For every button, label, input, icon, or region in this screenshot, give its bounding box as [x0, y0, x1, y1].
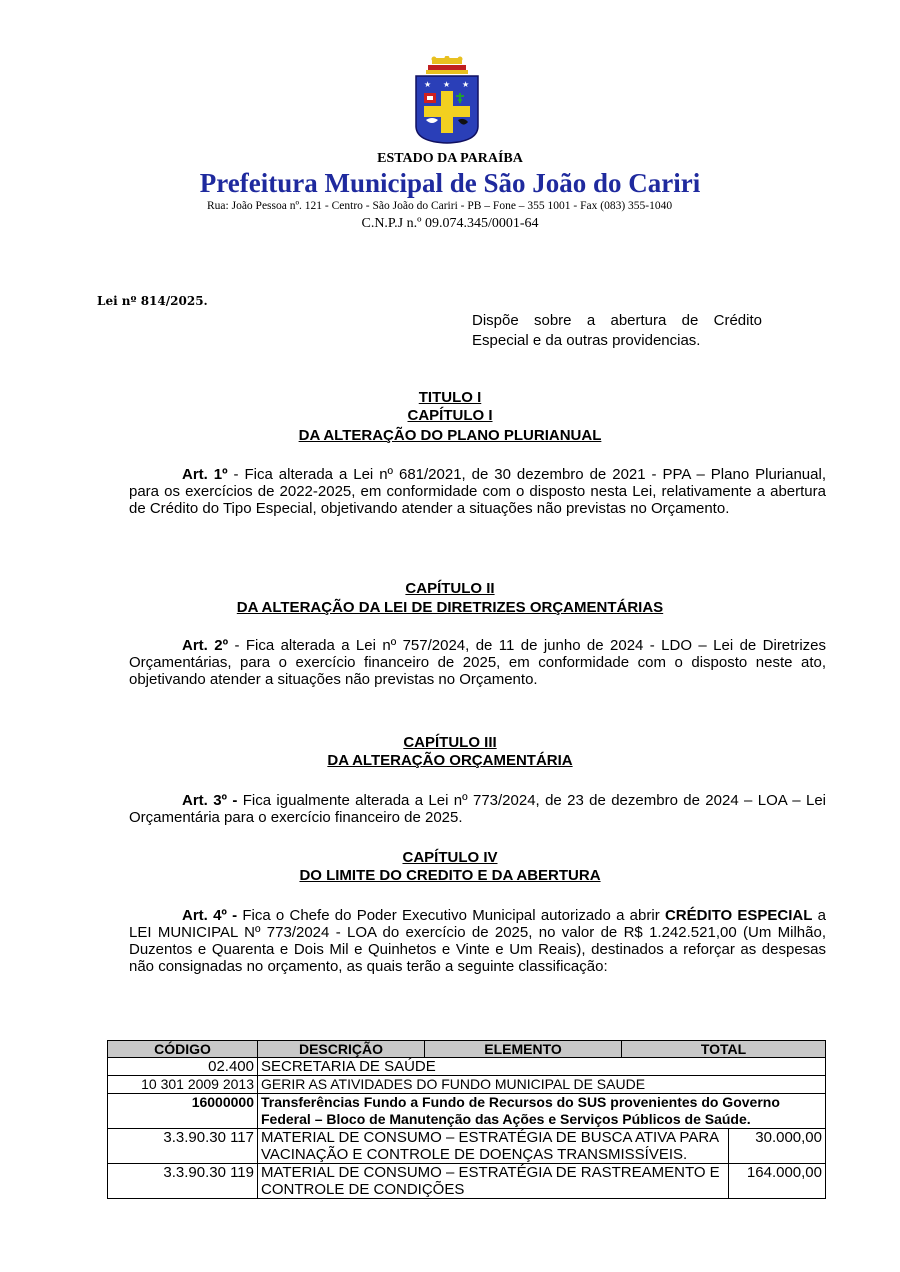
prefecture-title: Prefeitura Municipal de São João do Cariri: [199, 168, 701, 198]
table-row: [108, 1076, 826, 1094]
row-total: 30.000,00: [729, 1129, 826, 1164]
prefecture-cnpj: C.N.P.J n.º 09.074.345/0001-64: [361, 216, 539, 231]
row-code: 16000000: [108, 1094, 258, 1129]
article-4-bold: CRÉDITO ESPECIAL: [664, 907, 813, 924]
row-description: GERIR AS ATIVIDADES DO FUNDO MUNICIPAL DE SAUDE: [258, 1076, 826, 1094]
header-description: DESCRIÇÃO: [258, 1041, 425, 1058]
header-element: ELEMENTO: [425, 1041, 622, 1058]
chapter-1-subheading: DA ALTERAÇÃO DO PLANO PLURIANUAL: [298, 427, 602, 444]
header-total: TOTAL: [622, 1041, 826, 1058]
svg-text:★: ★: [424, 80, 432, 89]
chapter-2-subheading: DA ALTERAÇÃO DA LEI DE DIRETRIZES ORÇAMENTÁRIAS: [236, 599, 664, 616]
budget-table: [107, 1040, 826, 1199]
article-1-label: Art. 1º: [182, 466, 228, 483]
article-2-text: - Fica alterada a Lei nº 757/2024, de 11 de junho de 2024 - LDO – Lei de Diretrizes Orçamentárias, para o exercício financeiro de 2025, em conformidade com o disposto neste ato, objetivando atender a situações não previstas no Orçamento.: [129, 637, 826, 688]
table-row: [108, 1129, 826, 1164]
row-code: 3.3.90.30 117: [108, 1129, 258, 1164]
row-description: SECRETARIA DE SAÚDE: [258, 1058, 826, 1076]
article-2-label: Art. 2º: [182, 637, 229, 654]
article-1: [129, 466, 826, 517]
row-code: 3.3.90.30 119: [108, 1164, 258, 1199]
chapter-3-subheading: DA ALTERAÇÃO ORÇAMENTÁRIA: [327, 752, 573, 769]
chapter-1-heading: CAPÍTULO I: [407, 407, 493, 424]
article-4: [129, 907, 826, 975]
header-code: CÓDIGO: [108, 1041, 258, 1058]
row-description: MATERIAL DE CONSUMO – ESTRATÉGIA DE RASTREAMENTO E CONTROLE DE CONDIÇÕES: [258, 1164, 729, 1199]
table-row: [108, 1058, 826, 1076]
row-description: MATERIAL DE CONSUMO – ESTRATÉGIA DE BUSCA ATIVA PARA VACINAÇÃO E CONTROLE DE DOENÇAS TRANSMISSÍVEIS.: [258, 1129, 729, 1164]
article-1-text: - Fica alterada a Lei nº 681/2021, de 30 dezembro de 2021 - PPA – Plano Plurianual, para os exercícios de 2022-2025, em conformidade com o disposto nesta Lei, relativamente a abertura de Crédito do Tipo Especial, objetivando atender a situações não previstas no Orçamento.: [129, 466, 826, 517]
chapter-2-heading: CAPÍTULO II: [405, 580, 495, 597]
title-heading: TITULO I: [418, 389, 482, 406]
table-row: [108, 1164, 826, 1199]
article-3-label: Art. 3º -: [182, 792, 238, 809]
row-code: 10 301 2009 2013: [108, 1076, 258, 1094]
article-4-label: Art. 4º -: [182, 907, 238, 924]
law-number: Lei nº 814/2025.: [97, 294, 208, 308]
table-row: [108, 1094, 826, 1129]
municipal-crest-icon: [412, 56, 482, 144]
row-description: Transferências Fundo a Fundo de Recursos do SUS provenientes do Governo Federal – Bloco de Manutenção das Ações e Serviços Públicos de Saúde.: [258, 1094, 826, 1129]
svg-text:★: ★: [462, 80, 470, 89]
article-3-text: Fica igualmente alterada a Lei nº 773/2024, de 23 de dezembro de 2024 – LOA – Lei Orçamentária para o exercício financeiro de 2025.: [129, 792, 826, 826]
table-header-row: [108, 1041, 826, 1058]
svg-text:★: ★: [443, 80, 451, 89]
article-4-text-b: a LEI MUNICIPAL Nº 773/2024 - LOA do exercício de 2025, no valor de R$ 1.242.521,00 (Um Milhão, Duzentos e Quarenta e Dois Mil e Quinhetos e Vinte e Um Reais), destinados a reforçar as despesas não consignadas no orçamento, as quais terão a seguinte classificação:: [129, 907, 826, 975]
row-total: 164.000,00: [729, 1164, 826, 1199]
chapter-3-heading: CAPÍTULO III: [403, 734, 497, 751]
law-summary: Dispõe sobre a abertura de Crédito Especial e da outras providencias.: [472, 312, 762, 349]
chapter-4-subheading: DO LIMITE DO CREDITO E DA ABERTURA: [299, 867, 601, 884]
state-name: ESTADO DA PARAÍBA: [377, 151, 523, 166]
article-4-text-a: Fica o Chefe do Poder Executivo Municipal autorizado a abrir: [237, 907, 665, 924]
row-code: 02.400: [108, 1058, 258, 1076]
article-3: [129, 792, 826, 826]
prefecture-address: Rua: João Pessoa nº. 121 - Centro - São João do Cariri - PB – Fone – 355 1001 - Fax (083) 355-1040: [207, 200, 673, 212]
chapter-4-heading: CAPÍTULO IV: [402, 849, 498, 866]
article-2: [129, 637, 826, 688]
